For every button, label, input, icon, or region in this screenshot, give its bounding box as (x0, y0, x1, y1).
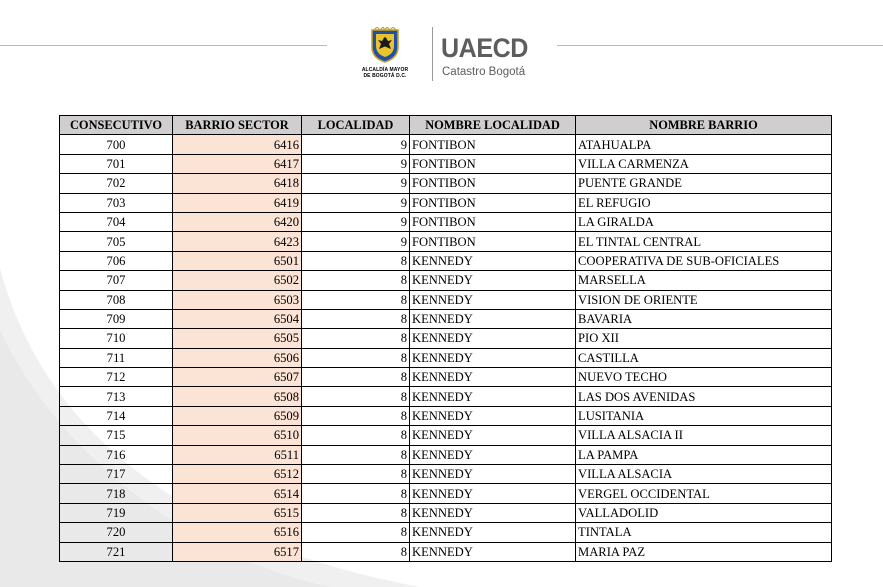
cell-barrio-sector: 6420 (173, 212, 302, 231)
cell-consecutivo: 702 (60, 174, 173, 193)
cell-barrio-sector: 6504 (173, 309, 302, 328)
cell-nombre-localidad: FONTIBON (410, 212, 576, 231)
cell-nombre-localidad: KENNEDY (410, 445, 576, 464)
cell-consecutivo: 706 (60, 251, 173, 270)
uaecd-logo (358, 25, 538, 87)
cell-consecutivo: 717 (60, 465, 173, 484)
cell-nombre-barrio: EL TINTAL CENTRAL (576, 232, 832, 251)
table-row (60, 174, 832, 193)
cell-nombre-barrio: COOPERATIVA DE SUB-OFICIALES (576, 251, 832, 270)
cell-barrio-sector: 6501 (173, 251, 302, 270)
cell-nombre-barrio: PIO XII (576, 329, 832, 348)
header-rule-right (557, 45, 883, 46)
table-row (60, 523, 832, 542)
cell-localidad: 8 (302, 368, 410, 387)
table-row (60, 232, 832, 251)
cell-consecutivo: 718 (60, 484, 173, 503)
table-row (60, 387, 832, 406)
table-row (60, 465, 832, 484)
table-row (60, 309, 832, 328)
cell-localidad: 8 (302, 465, 410, 484)
cell-localidad: 8 (302, 503, 410, 522)
cell-nombre-barrio: TINTALA (576, 523, 832, 542)
cell-consecutivo: 708 (60, 290, 173, 309)
cell-nombre-localidad: KENNEDY (410, 523, 576, 542)
cell-barrio-sector: 6517 (173, 542, 302, 561)
cell-localidad: 8 (302, 348, 410, 367)
cell-nombre-barrio: NUEVO TECHO (576, 368, 832, 387)
cell-localidad: 8 (302, 251, 410, 270)
cell-nombre-localidad: KENNEDY (410, 329, 576, 348)
cell-nombre-localidad: KENNEDY (410, 542, 576, 561)
cell-barrio-sector: 6505 (173, 329, 302, 348)
cell-nombre-localidad: FONTIBON (410, 193, 576, 212)
cell-barrio-sector: 6510 (173, 426, 302, 445)
cell-nombre-localidad: KENNEDY (410, 387, 576, 406)
cell-nombre-barrio: MARSELLA (576, 271, 832, 290)
cell-nombre-localidad: KENNEDY (410, 465, 576, 484)
cell-consecutivo: 716 (60, 445, 173, 464)
cell-barrio-sector: 6502 (173, 271, 302, 290)
cell-barrio-sector: 6418 (173, 174, 302, 193)
cell-barrio-sector: 6512 (173, 465, 302, 484)
cell-nombre-localidad: KENNEDY (410, 309, 576, 328)
logo-divider (432, 27, 433, 81)
cell-localidad: 8 (302, 290, 410, 309)
cell-localidad: 8 (302, 523, 410, 542)
alcaldia-text-line-2: DE BOGOTÁ D.C. (363, 73, 407, 79)
table-row (60, 212, 832, 231)
cell-nombre-barrio: VERGEL OCCIDENTAL (576, 484, 832, 503)
cell-nombre-barrio: MARIA PAZ (576, 542, 832, 561)
cell-nombre-barrio: VILLA ALSACIA (576, 465, 832, 484)
table-row (60, 193, 832, 212)
cell-consecutivo: 703 (60, 193, 173, 212)
cell-nombre-localidad: KENNEDY (410, 348, 576, 367)
cell-nombre-localidad: KENNEDY (410, 426, 576, 445)
bogota-coat-of-arms-icon (370, 27, 400, 63)
cell-consecutivo: 711 (60, 348, 173, 367)
cell-nombre-localidad: KENNEDY (410, 368, 576, 387)
cell-nombre-barrio: LUSITANIA (576, 406, 832, 425)
table-row (60, 271, 832, 290)
table-row (60, 542, 832, 561)
cell-consecutivo: 721 (60, 542, 173, 561)
cell-barrio-sector: 6506 (173, 348, 302, 367)
table-header-row (60, 116, 832, 135)
cell-nombre-barrio: VALLADOLID (576, 503, 832, 522)
cell-nombre-barrio: VILLA ALSACIA II (576, 426, 832, 445)
cell-barrio-sector: 6419 (173, 193, 302, 212)
cell-nombre-localidad: FONTIBON (410, 232, 576, 251)
cell-localidad: 8 (302, 406, 410, 425)
cell-consecutivo: 700 (60, 135, 173, 154)
cell-barrio-sector: 6417 (173, 154, 302, 173)
column-header-nombre-barrio: NOMBRE BARRIO (576, 116, 832, 135)
cell-nombre-barrio: ATAHUALPA (576, 135, 832, 154)
cell-nombre-localidad: KENNEDY (410, 290, 576, 309)
cell-nombre-localidad: KENNEDY (410, 406, 576, 425)
header-rule-left (0, 45, 327, 46)
cell-barrio-sector: 6416 (173, 135, 302, 154)
cell-consecutivo: 720 (60, 523, 173, 542)
cell-consecutivo: 709 (60, 309, 173, 328)
cell-localidad: 9 (302, 193, 410, 212)
cell-consecutivo: 719 (60, 503, 173, 522)
cell-nombre-localidad: KENNEDY (410, 251, 576, 270)
cell-nombre-barrio: LA PAMPA (576, 445, 832, 464)
cell-localidad: 8 (302, 271, 410, 290)
cell-nombre-barrio: BAVARIA (576, 309, 832, 328)
cell-nombre-barrio: LA GIRALDA (576, 212, 832, 231)
cell-localidad: 8 (302, 426, 410, 445)
cell-nombre-barrio: VILLA CARMENZA (576, 154, 832, 173)
cell-nombre-barrio: VISION DE ORIENTE (576, 290, 832, 309)
cell-localidad: 8 (302, 542, 410, 561)
cell-localidad: 9 (302, 154, 410, 173)
table-row (60, 484, 832, 503)
cell-barrio-sector: 6516 (173, 523, 302, 542)
table-row (60, 290, 832, 309)
cell-localidad: 8 (302, 329, 410, 348)
column-header-consecutivo: CONSECUTIVO (60, 116, 173, 135)
cell-barrio-sector: 6514 (173, 484, 302, 503)
cell-localidad: 8 (302, 484, 410, 503)
cell-consecutivo: 713 (60, 387, 173, 406)
cell-nombre-localidad: FONTIBON (410, 174, 576, 193)
cell-localidad: 8 (302, 387, 410, 406)
table-row (60, 503, 832, 522)
table-row (60, 329, 832, 348)
cell-barrio-sector: 6508 (173, 387, 302, 406)
cell-localidad: 9 (302, 135, 410, 154)
brand-subtitle: Catastro Bogotá (442, 66, 526, 78)
cell-localidad: 8 (302, 445, 410, 464)
cell-barrio-sector: 6509 (173, 406, 302, 425)
cell-consecutivo: 710 (60, 329, 173, 348)
cell-localidad: 8 (302, 309, 410, 328)
column-header-barrio-sector: BARRIO SECTOR (173, 116, 302, 135)
cell-barrio-sector: 6423 (173, 232, 302, 251)
cell-localidad: 9 (302, 174, 410, 193)
table-row (60, 154, 832, 173)
cell-consecutivo: 714 (60, 406, 173, 425)
cell-nombre-localidad: KENNEDY (410, 271, 576, 290)
column-header-localidad: LOCALIDAD (302, 116, 410, 135)
cell-consecutivo: 715 (60, 426, 173, 445)
brand-title: UAECD (441, 33, 528, 63)
table-row (60, 406, 832, 425)
cell-consecutivo: 704 (60, 212, 173, 231)
cell-nombre-localidad: FONTIBON (410, 135, 576, 154)
table-row (60, 426, 832, 445)
table-body (60, 135, 832, 562)
cell-consecutivo: 712 (60, 368, 173, 387)
table-row (60, 368, 832, 387)
cell-nombre-barrio: CASTILLA (576, 348, 832, 367)
cell-nombre-barrio: EL REFUGIO (576, 193, 832, 212)
alcaldia-text-line-1: ALCALDÍA MAYOR (361, 67, 409, 73)
cell-nombre-localidad: FONTIBON (410, 154, 576, 173)
cell-barrio-sector: 6515 (173, 503, 302, 522)
barrios-table (59, 115, 832, 562)
column-header-nombre-localidad: NOMBRE LOCALIDAD (410, 116, 576, 135)
table-row (60, 251, 832, 270)
table-row (60, 445, 832, 464)
cell-nombre-localidad: KENNEDY (410, 503, 576, 522)
cell-nombre-barrio: LAS DOS AVENIDAS (576, 387, 832, 406)
table-row (60, 348, 832, 367)
cell-barrio-sector: 6503 (173, 290, 302, 309)
cell-barrio-sector: 6511 (173, 445, 302, 464)
cell-localidad: 9 (302, 232, 410, 251)
cell-nombre-barrio: PUENTE GRANDE (576, 174, 832, 193)
cell-consecutivo: 705 (60, 232, 173, 251)
cell-nombre-localidad: KENNEDY (410, 484, 576, 503)
table-row (60, 135, 832, 154)
cell-consecutivo: 701 (60, 154, 173, 173)
cell-localidad: 9 (302, 212, 410, 231)
cell-consecutivo: 707 (60, 271, 173, 290)
cell-barrio-sector: 6507 (173, 368, 302, 387)
